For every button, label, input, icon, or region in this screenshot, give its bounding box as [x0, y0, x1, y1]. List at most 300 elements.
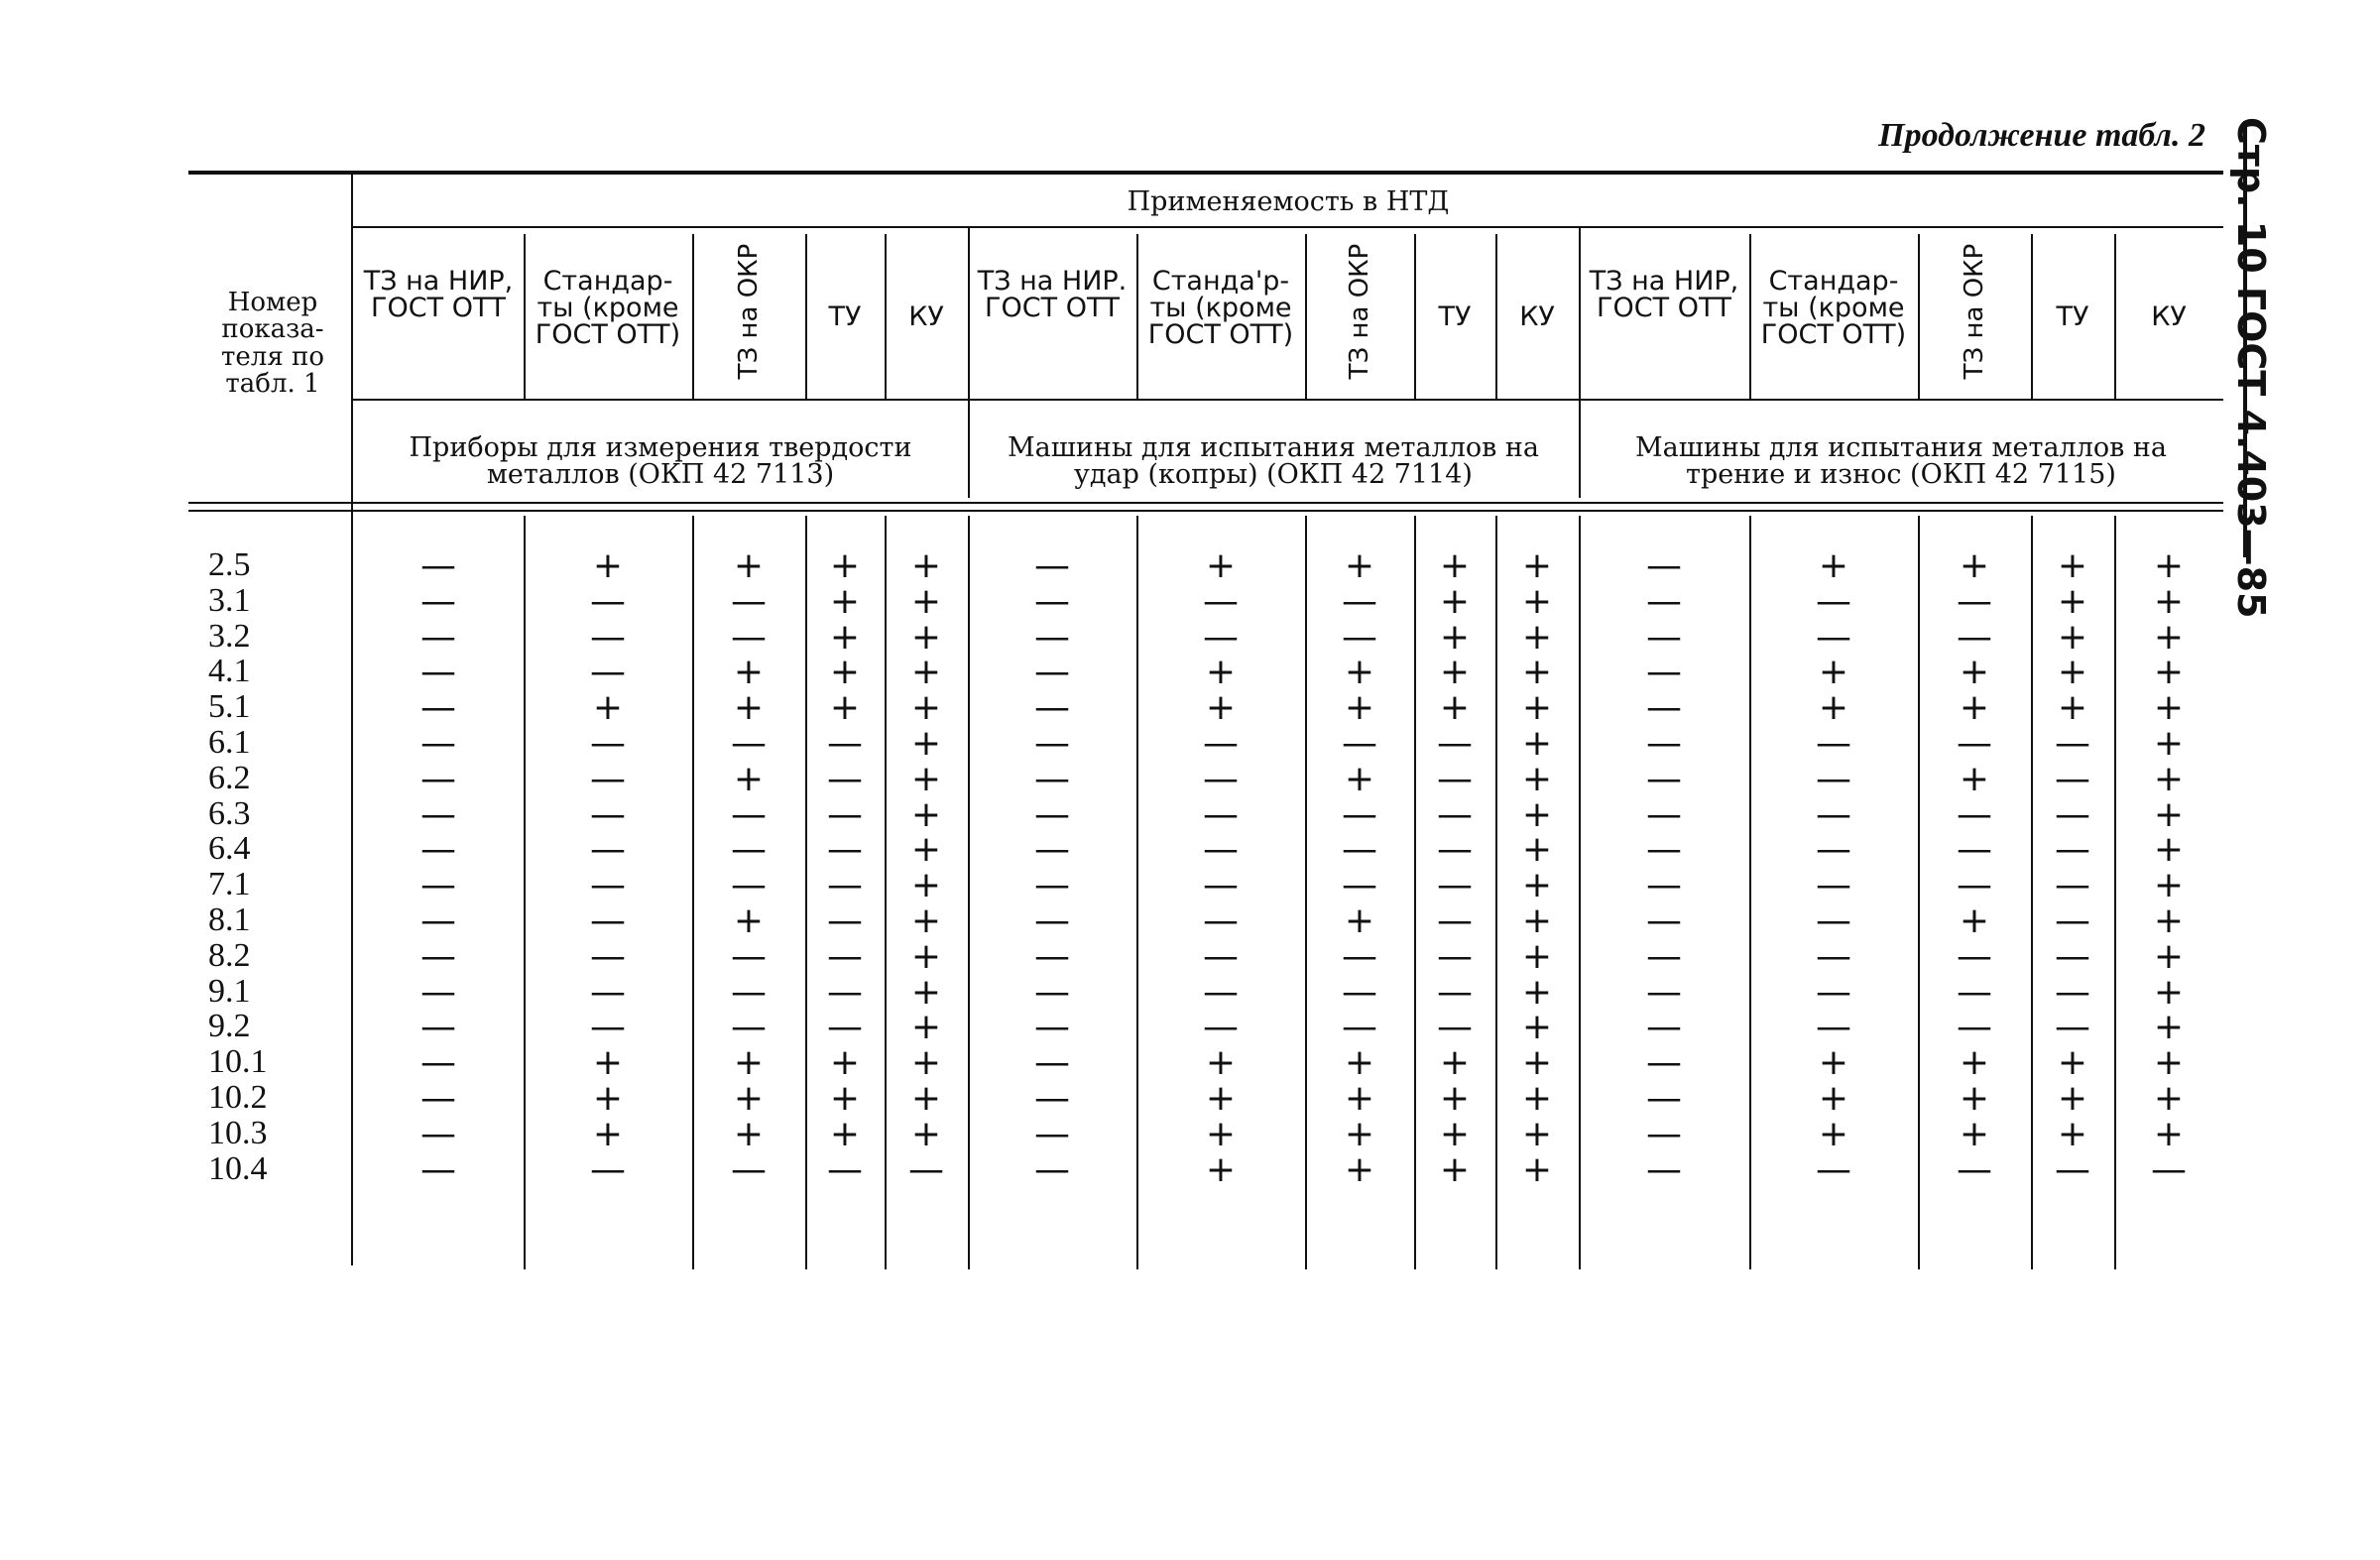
row-label: 3.1	[208, 581, 251, 619]
header-divider-14	[2114, 234, 2116, 399]
table-cell: —	[590, 580, 626, 622]
table-cell: +	[1521, 1078, 1553, 1119]
table-cell: +	[1344, 758, 1375, 799]
table-cell: —	[731, 793, 767, 835]
table-cell: —	[1437, 935, 1473, 977]
row-label: 7.1	[208, 866, 251, 903]
table-cell: —	[420, 545, 456, 586]
table-cell: —	[1646, 758, 1682, 799]
table-cell: —	[590, 723, 626, 764]
table-cell: +	[829, 580, 861, 622]
table-cell: —	[1034, 1042, 1070, 1084]
table-cell: —	[1203, 1007, 1239, 1048]
table-cell: +	[1959, 758, 1990, 799]
table-cell: +	[2057, 652, 2088, 693]
table-cell: —	[1816, 616, 1851, 658]
table-cell: +	[1521, 616, 1553, 658]
table-cell: +	[1521, 793, 1553, 835]
table-cell: +	[910, 1007, 942, 1048]
table-cell: —	[1646, 1042, 1682, 1084]
table-cell: +	[1344, 1113, 1375, 1154]
table-cell: +	[2057, 616, 2088, 658]
table-cell: +	[910, 723, 942, 764]
table-cell: +	[1205, 1148, 1237, 1190]
table-cell: —	[1957, 616, 1992, 658]
table-cell: +	[2153, 900, 2185, 941]
table-cell: —	[1342, 580, 1377, 622]
table-cell: —	[1646, 1148, 1682, 1190]
table-cell: —	[827, 935, 863, 977]
table-cell: +	[910, 935, 942, 977]
table-cell: —	[1203, 900, 1239, 941]
table-cell: —	[590, 829, 626, 871]
table-cell: —	[1034, 1148, 1070, 1190]
header-divider-5	[968, 226, 970, 498]
table-cell: —	[1034, 1078, 1070, 1119]
header-divider-13	[2031, 234, 2033, 399]
table-cell: +	[1344, 545, 1375, 586]
table-cell: —	[1646, 935, 1682, 977]
row-label: 9.1	[208, 972, 251, 1010]
applicability-header: Применяемость в НТД	[1127, 186, 1450, 217]
table-cell: —	[420, 1113, 456, 1154]
first-column-divider	[351, 175, 353, 1265]
table-cell: —	[1203, 971, 1239, 1013]
table-cell: +	[2153, 616, 2185, 658]
sub-column-header: Станда'р- ты (кроме ГОСТ ОТТ)	[1147, 266, 1294, 350]
table-cell: —	[1816, 758, 1851, 799]
sub-column-header: Стандар- ты (кроме ГОСТ ОТТ)	[535, 266, 681, 350]
table-cell: +	[829, 616, 861, 658]
table-cell: —	[1342, 829, 1377, 871]
row-label: 6.1	[208, 724, 251, 761]
table-cell: +	[592, 1042, 624, 1084]
table-cell: +	[1521, 652, 1553, 693]
sub-column-header: ТУ	[828, 301, 862, 332]
table-cell: +	[1205, 1078, 1237, 1119]
body-divider-12	[1918, 516, 1920, 1269]
table-cell: —	[827, 865, 863, 906]
table-cell: +	[2153, 829, 2185, 871]
table-cell: —	[1646, 652, 1682, 693]
group-header: Приборы для измерения твердости металлов (ОКП 42 7113)	[409, 432, 912, 490]
table-cell: —	[1957, 865, 1992, 906]
row-label: 10.2	[208, 1079, 268, 1116]
table-cell: —	[1646, 723, 1682, 764]
table-cell: —	[1342, 1007, 1377, 1048]
table-cell: +	[2153, 1007, 2185, 1048]
table-cell: —	[1646, 545, 1682, 586]
table-cell: +	[2057, 1078, 2088, 1119]
table-cell: —	[1646, 829, 1682, 871]
table-cell: +	[1959, 1113, 1990, 1154]
table-cell: +	[733, 900, 765, 941]
table-cell: +	[733, 1078, 765, 1119]
table-cell: —	[2151, 1148, 2187, 1190]
table-cell: —	[1034, 758, 1070, 799]
table-cell: +	[1344, 1148, 1375, 1190]
table-cell: —	[420, 935, 456, 977]
row-label: 9.2	[208, 1008, 251, 1045]
table-cell: —	[827, 793, 863, 835]
table-cell: —	[1437, 723, 1473, 764]
sub-column-header: КУ	[1519, 301, 1555, 332]
table-cell: —	[1203, 616, 1239, 658]
table-cell: —	[1646, 1078, 1682, 1119]
table-cell: —	[1646, 900, 1682, 941]
table-cell: —	[1957, 1007, 1992, 1048]
table-cell: +	[2153, 758, 2185, 799]
table-cell: —	[420, 829, 456, 871]
table-cell: —	[590, 616, 626, 658]
table-cell: —	[731, 580, 767, 622]
table-cell: —	[731, 935, 767, 977]
table-cell: —	[1957, 793, 1992, 835]
table-cell: +	[733, 545, 765, 586]
table-cell: —	[1203, 758, 1239, 799]
table-cell: +	[592, 545, 624, 586]
table-cell: —	[1816, 1148, 1851, 1190]
row-label: 4.1	[208, 653, 251, 690]
table-cell: +	[1205, 545, 1237, 586]
table-cell: —	[1342, 616, 1377, 658]
table-cell: +	[592, 1078, 624, 1119]
table-cell: —	[1203, 935, 1239, 977]
table-cell: +	[910, 652, 942, 693]
row-label: 10.1	[208, 1043, 268, 1081]
row-label: 10.3	[208, 1114, 268, 1151]
table-cell: —	[2055, 935, 2090, 977]
table-cell: +	[910, 616, 942, 658]
table-cell: +	[1439, 687, 1471, 729]
table-cell: +	[1205, 1042, 1237, 1084]
table-cell: —	[1034, 616, 1070, 658]
table-cell: —	[1816, 971, 1851, 1013]
table-cell: —	[590, 1007, 626, 1048]
table-cell: +	[733, 652, 765, 693]
side-page-label	[2229, 117, 2303, 619]
table-cell: —	[1646, 580, 1682, 622]
table-cell: +	[1521, 758, 1553, 799]
table-cell: —	[1203, 793, 1239, 835]
table-cell: +	[733, 1042, 765, 1084]
table-cell: —	[731, 971, 767, 1013]
row-label: 6.2	[208, 759, 251, 796]
table-cell: —	[1957, 1148, 1992, 1190]
header-bottom-rule-2	[188, 510, 2223, 512]
table-cell: —	[1816, 580, 1851, 622]
table-cell: —	[2055, 971, 2090, 1013]
table-cell: +	[1959, 1078, 1990, 1119]
body-divider-8	[1414, 516, 1416, 1269]
header-divider-7	[1305, 234, 1307, 399]
header-bottom-rule-1	[188, 502, 2223, 504]
table-cell: —	[827, 829, 863, 871]
table-cell: —	[590, 971, 626, 1013]
table-cell: —	[2055, 900, 2090, 941]
table-cell: —	[1437, 971, 1473, 1013]
table-cell: +	[1959, 900, 1990, 941]
table-cell: —	[1203, 723, 1239, 764]
table-cell: +	[2153, 865, 2185, 906]
sub-column-header: ТУ	[1438, 301, 1472, 332]
group-header: Машины для испытания металлов на трение и износ (ОКП 42 7115)	[1635, 432, 2167, 490]
table-cell: +	[1818, 652, 1849, 693]
table-cell: —	[1034, 687, 1070, 729]
table-cell: —	[1957, 723, 1992, 764]
table-cell: +	[1439, 1148, 1471, 1190]
table-cell: +	[1521, 971, 1553, 1013]
table-cell: —	[590, 793, 626, 835]
table-cell: —	[2055, 829, 2090, 871]
table-cell: +	[910, 1042, 942, 1084]
table-cell: +	[2153, 687, 2185, 729]
table-cell: —	[908, 1148, 944, 1190]
table-cell: +	[829, 1113, 861, 1154]
body-divider-7	[1305, 516, 1307, 1269]
table-cell: —	[1957, 971, 1992, 1013]
table-cell: +	[1521, 865, 1553, 906]
table-cell: +	[2153, 793, 2185, 835]
table-cell: —	[420, 1078, 456, 1119]
table-cell: +	[592, 687, 624, 729]
group-rule	[353, 399, 2223, 401]
table-cell: —	[1957, 829, 1992, 871]
table-cell: —	[420, 758, 456, 799]
row-label: 3.2	[208, 617, 251, 655]
body-divider-6	[1136, 516, 1138, 1269]
table-cell: +	[1959, 1042, 1990, 1084]
table-cell: +	[1521, 1113, 1553, 1154]
table-cell: —	[827, 723, 863, 764]
table-cell: —	[1437, 865, 1473, 906]
table-cell: +	[1521, 580, 1553, 622]
table-cell: —	[1034, 971, 1070, 1013]
table-cell: +	[1344, 687, 1375, 729]
table-cell: —	[731, 865, 767, 906]
table-cell: —	[827, 971, 863, 1013]
sub-column-header: ТЗ на ОКР	[1960, 243, 1989, 380]
table-cell: +	[1439, 1042, 1471, 1084]
table-cell: —	[1034, 793, 1070, 835]
table-cell: +	[1344, 900, 1375, 941]
table-cell: —	[731, 616, 767, 658]
body-divider-10	[1579, 516, 1581, 1269]
table-cell: +	[2057, 687, 2088, 729]
side-label-text: Стр. 10 ГОСТ 4.403—85	[2229, 117, 2273, 619]
header-divider-10	[1579, 226, 1581, 498]
row-number-header: Номер показа- теля по табл. 1	[221, 288, 324, 399]
table-cell: +	[829, 687, 861, 729]
table-cell: —	[827, 1148, 863, 1190]
table-cell: —	[1646, 1007, 1682, 1048]
table-cell: +	[1959, 687, 1990, 729]
table-cell: +	[1439, 1113, 1471, 1154]
table-cell: —	[1034, 723, 1070, 764]
table-cell: —	[1957, 580, 1992, 622]
table-cell: +	[2153, 652, 2185, 693]
table-cell: —	[420, 616, 456, 658]
table-cell: +	[1344, 1042, 1375, 1084]
table-cell: —	[590, 865, 626, 906]
table-cell: —	[1437, 1007, 1473, 1048]
table-cell: +	[1521, 829, 1553, 871]
table-cell: —	[2055, 1148, 2090, 1190]
table-cell: —	[1034, 900, 1070, 941]
table-cell: —	[2055, 1007, 2090, 1048]
table-cell: —	[1342, 793, 1377, 835]
table-cell: +	[2153, 1042, 2185, 1084]
body-divider-11	[1749, 516, 1751, 1269]
table-cell: —	[420, 723, 456, 764]
row-label: 8.2	[208, 936, 251, 974]
table-cell: —	[1816, 723, 1851, 764]
table-cell: +	[1818, 1078, 1849, 1119]
table-cell: +	[910, 829, 942, 871]
table-cell: +	[1818, 1113, 1849, 1154]
table-cell: +	[910, 758, 942, 799]
table-cell: +	[1521, 1148, 1553, 1190]
table-cell: —	[1034, 1007, 1070, 1048]
table-cell: +	[1521, 1007, 1553, 1048]
table-cell: +	[1521, 545, 1553, 586]
sub-column-header: ТЗ на ОКР	[734, 243, 764, 380]
body-divider-14	[2114, 516, 2116, 1269]
table-cell: +	[1818, 545, 1849, 586]
table-cell: —	[1816, 935, 1851, 977]
table-cell: +	[910, 687, 942, 729]
table-cell: —	[2055, 758, 2090, 799]
row-label: 6.4	[208, 830, 251, 868]
table-cell: —	[1646, 971, 1682, 1013]
header-divider-6	[1136, 234, 1138, 399]
table-cell: —	[590, 900, 626, 941]
subheader-rule	[353, 226, 2223, 228]
row-label: 10.4	[208, 1149, 268, 1187]
table-cell: +	[2057, 1113, 2088, 1154]
table-cell: —	[1816, 865, 1851, 906]
body-divider-1	[524, 516, 526, 1269]
sub-column-header: ТЗ на НИР. ГОСТ ОТТ	[977, 266, 1128, 323]
table-cell: +	[2057, 580, 2088, 622]
table-cell: —	[827, 900, 863, 941]
table-cell: +	[1521, 723, 1553, 764]
table-cell: +	[733, 687, 765, 729]
table-cell: —	[1437, 900, 1473, 941]
table-cell: +	[829, 545, 861, 586]
table-cell: +	[1521, 1042, 1553, 1084]
table-cell: —	[2055, 865, 2090, 906]
table-cell: —	[1437, 829, 1473, 871]
table-cell: —	[420, 1007, 456, 1048]
table-cell: +	[1439, 1078, 1471, 1119]
table-cell: —	[1034, 652, 1070, 693]
table-cell: +	[1439, 545, 1471, 586]
table-cell: —	[1437, 793, 1473, 835]
table-cell: —	[731, 829, 767, 871]
table-cell: —	[420, 793, 456, 835]
table-cell: —	[1203, 580, 1239, 622]
body-divider-3	[805, 516, 807, 1269]
table-cell: +	[1205, 687, 1237, 729]
table-cell: +	[2153, 1113, 2185, 1154]
table-cell: —	[420, 865, 456, 906]
table-cell: —	[1034, 865, 1070, 906]
header-divider-2	[692, 234, 694, 399]
continuation-caption: Продолжение табл. 2	[1878, 117, 2205, 154]
table-cell: +	[910, 1078, 942, 1119]
table-cell: +	[1521, 900, 1553, 941]
table-cell: —	[731, 1148, 767, 1190]
body-divider-2	[692, 516, 694, 1269]
table-cell: +	[2153, 1078, 2185, 1119]
table-cell: +	[910, 580, 942, 622]
table-cell: +	[733, 1113, 765, 1154]
table-cell: +	[910, 1113, 942, 1154]
table-cell: —	[1034, 545, 1070, 586]
row-label: 6.3	[208, 794, 251, 832]
header-divider-4	[885, 234, 887, 399]
table-cell: —	[590, 1148, 626, 1190]
table-cell: —	[420, 687, 456, 729]
table-cell: —	[420, 971, 456, 1013]
table-cell: —	[1646, 616, 1682, 658]
table-cell: —	[1646, 865, 1682, 906]
table-cell: +	[1344, 1078, 1375, 1119]
table-cell: —	[1342, 971, 1377, 1013]
table-cell: +	[1959, 652, 1990, 693]
table-cell: +	[1959, 545, 1990, 586]
table-cell: +	[1205, 1113, 1237, 1154]
header-divider-12	[1918, 234, 1920, 399]
header-divider-9	[1495, 234, 1497, 399]
header-divider-11	[1749, 234, 1751, 399]
table-cell: —	[420, 900, 456, 941]
table-cell: +	[829, 1078, 861, 1119]
table-cell: +	[1205, 652, 1237, 693]
table-cell: —	[2055, 793, 2090, 835]
table-cell: +	[910, 793, 942, 835]
sub-column-header: КУ	[908, 301, 944, 332]
table-cell: +	[592, 1113, 624, 1154]
table-cell: —	[590, 935, 626, 977]
sub-column-header: КУ	[2151, 301, 2187, 332]
table-cell: —	[1957, 935, 1992, 977]
table-cell: —	[1342, 865, 1377, 906]
table-cell: —	[1342, 935, 1377, 977]
table-cell: +	[733, 758, 765, 799]
table-cell: —	[1034, 829, 1070, 871]
table-cell: +	[1818, 687, 1849, 729]
table-cell: —	[1034, 935, 1070, 977]
table-cell: +	[2057, 545, 2088, 586]
table-cell: —	[731, 723, 767, 764]
table-cell: +	[1344, 652, 1375, 693]
body-divider-5	[968, 516, 970, 1269]
table-cell: —	[420, 1148, 456, 1190]
table-cell: —	[1816, 900, 1851, 941]
table-cell: +	[1439, 580, 1471, 622]
table-cell: +	[1818, 1042, 1849, 1084]
table-cell: +	[2153, 935, 2185, 977]
table-cell: —	[1342, 723, 1377, 764]
table-cell: —	[1816, 829, 1851, 871]
table-cell: +	[1521, 935, 1553, 977]
table-cell: —	[1816, 793, 1851, 835]
table-cell: +	[2153, 545, 2185, 586]
table-cell: +	[910, 865, 942, 906]
body-divider-4	[885, 516, 887, 1269]
